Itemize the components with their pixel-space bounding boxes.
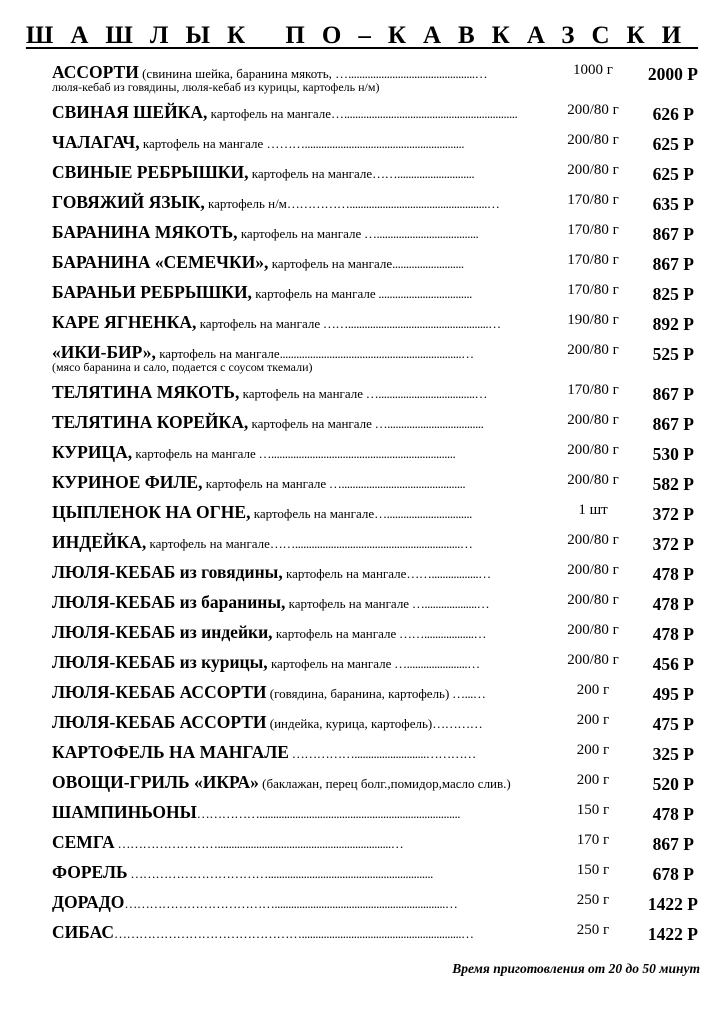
menu-item xyxy=(0,618,724,648)
menu-item xyxy=(0,438,724,468)
item-portion: 190/80 г xyxy=(567,312,619,328)
item-price: 867 Р xyxy=(652,414,694,434)
item-name: ОВОЩИ-ГРИЛЬ «ИКРА» xyxy=(52,772,259,792)
menu-item xyxy=(0,378,724,408)
item-name: ТЕЛЯТИНА КОРЕЙКА, xyxy=(52,412,249,432)
dot-leader: .......................... xyxy=(392,256,464,271)
item-description: картофель на мангале xyxy=(146,536,270,551)
item-description: картофель на мангале xyxy=(155,346,280,361)
item-portion: 150 г xyxy=(576,802,610,818)
item-portion: 170/80 г xyxy=(567,282,619,298)
item-name: ЛЮЛЯ-КЕБАБ из курицы, xyxy=(52,652,268,672)
item-price: 892 Р xyxy=(652,314,694,334)
item-description: картофель на мангале xyxy=(239,386,363,401)
menu-item xyxy=(0,158,724,188)
item-price: 867 Р xyxy=(652,384,694,404)
item-description: картофель на мангале xyxy=(202,476,327,491)
item-name-line xyxy=(52,281,544,305)
item-name: СВИНАЯ ШЕЙКА, xyxy=(52,102,208,122)
item-portion: 170 г xyxy=(576,832,610,848)
menu-item xyxy=(0,558,724,588)
item-name-line xyxy=(52,771,544,795)
item-price: 2000 Р xyxy=(647,64,698,84)
dot-leader: …............................................. xyxy=(326,476,466,491)
item-price: 867 Р xyxy=(652,254,694,274)
item-name-line xyxy=(52,471,544,495)
item-name: БАРАНИНА МЯКОТЬ, xyxy=(52,222,238,242)
dot-leader: ……………..................................................… xyxy=(286,196,500,211)
item-name: БАРАНИНА «СЕМЕЧКИ», xyxy=(52,252,269,272)
item-price: 1422 Р xyxy=(647,894,698,914)
item-description: картофель на мангале… xyxy=(207,106,345,121)
item-description: картофель на мангале xyxy=(272,626,397,641)
item-price: 582 Р xyxy=(652,474,694,494)
dot-leader: ………………………………………..........................................................… xyxy=(114,926,474,941)
item-portion: 200 г xyxy=(576,772,610,788)
item-price: 530 Р xyxy=(652,444,694,464)
dot-leader: ……............................ xyxy=(372,166,475,181)
item-portion: 1 шт xyxy=(578,502,608,518)
menu-item xyxy=(0,408,724,438)
item-description: картофель на мангале … xyxy=(139,136,280,151)
menu-item xyxy=(0,128,724,158)
item-portion: 170/80 г xyxy=(567,222,619,238)
menu-item xyxy=(0,888,724,918)
item-description: картофель на мангале xyxy=(196,316,321,331)
dot-leader: ……...................................................… xyxy=(320,316,501,331)
menu-item xyxy=(0,498,724,528)
menu-item xyxy=(0,468,724,498)
item-portion: 200/80 г xyxy=(567,562,619,578)
item-description: картофель на мангале xyxy=(268,256,393,271)
dot-leader: …................................... xyxy=(371,416,484,431)
item-name-line xyxy=(52,411,544,435)
dot-leader: ............................................................... xyxy=(344,106,518,121)
item-name: ТЕЛЯТИНА МЯКОТЬ, xyxy=(52,382,240,402)
dot-leader: ……………..........................………… xyxy=(288,746,476,761)
item-name-line xyxy=(52,311,544,335)
item-description: картофель на мангале xyxy=(267,656,392,671)
item-name-line xyxy=(52,101,544,125)
item-description: картофель на мангале xyxy=(132,446,256,461)
dot-leader: ……............................................................… xyxy=(269,536,473,551)
item-portion: 200/80 г xyxy=(567,472,619,488)
item-name: КАРТОФЕЛЬ НА МАНГАЛЕ xyxy=(52,742,289,762)
item-price: 626 Р xyxy=(652,104,694,124)
item-price: 478 Р xyxy=(652,804,694,824)
dot-leader: …….......................................................... xyxy=(279,136,464,151)
dot-leader: …............................... xyxy=(374,506,472,521)
menu-item xyxy=(0,828,724,858)
dot-leader: …................................................................... xyxy=(255,446,456,461)
menu-item xyxy=(0,678,724,708)
item-name: ЧАЛАГАЧ, xyxy=(52,132,140,152)
item-name-line xyxy=(52,381,544,405)
item-subdescription: люля-кебаб из говядины, люля-кебаб из курицы, картофель н/м) xyxy=(52,80,380,94)
item-portion: 200/80 г xyxy=(567,532,619,548)
item-name: КУРИНОЕ ФИЛЕ, xyxy=(52,472,203,492)
item-name-line xyxy=(52,741,544,765)
menu-item xyxy=(0,248,724,278)
item-portion: 200 г xyxy=(576,682,610,698)
item-portion: 200/80 г xyxy=(567,442,619,458)
item-portion: 200/80 г xyxy=(567,102,619,118)
item-name: ЦЫПЛЕНОК НА ОГНЕ, xyxy=(52,502,251,522)
item-name-line xyxy=(52,681,544,705)
item-portion: 200/80 г xyxy=(567,162,619,178)
dot-leader: …......................… xyxy=(391,656,480,671)
dot-leader: ……………………………............................................................ xyxy=(127,866,433,881)
item-price: 495 Р xyxy=(652,684,694,704)
item-portion: 200/80 г xyxy=(567,412,619,428)
item-description: (баклажан, перец болг.,помидор,масло слив.) xyxy=(258,776,511,791)
item-name: БАРАНЬИ РЕБРЫШКИ, xyxy=(52,282,252,302)
item-name: ИНДЕЙКА, xyxy=(52,532,147,552)
menu-item xyxy=(0,588,724,618)
item-portion: 200/80 г xyxy=(567,592,619,608)
item-subdescription: (мясо баранина и сало, подается с соусом ткемали) xyxy=(52,360,313,374)
menu-list xyxy=(0,58,724,948)
menu-item xyxy=(0,308,724,338)
item-portion: 200/80 г xyxy=(567,622,619,638)
item-price: 475 Р xyxy=(652,714,694,734)
item-description: (говядина, баранина, картофель) xyxy=(266,686,450,701)
dot-leader: …...................................… xyxy=(363,386,487,401)
item-name-line xyxy=(52,531,544,555)
menu-item xyxy=(0,218,724,248)
item-name: ЛЮЛЯ-КЕБАБ АССОРТИ xyxy=(52,682,267,702)
item-name: КУРИЦА, xyxy=(52,442,133,462)
menu-item xyxy=(0,188,724,218)
item-portion: 200/80 г xyxy=(567,652,619,668)
item-name-line xyxy=(52,501,544,525)
item-name-line xyxy=(52,221,544,245)
item-name-line xyxy=(52,861,544,885)
menu-item xyxy=(0,798,724,828)
menu-item xyxy=(0,528,724,558)
item-name-line xyxy=(52,921,544,945)
item-price: 478 Р xyxy=(652,624,694,644)
item-name-line xyxy=(52,831,544,855)
item-description: картофель на мангале xyxy=(248,166,373,181)
dot-leader: ……………......................................................................... xyxy=(196,806,461,821)
item-price: 625 Р xyxy=(652,164,694,184)
item-name: ЛЮЛЯ-КЕБАБ АССОРТИ xyxy=(52,712,267,732)
item-name: СЕМГА xyxy=(52,832,115,852)
item-name: АССОРТИ xyxy=(52,62,139,82)
item-portion: 170/80 г xyxy=(567,252,619,268)
item-price: 867 Р xyxy=(652,834,694,854)
menu-item xyxy=(0,338,724,378)
item-price: 478 Р xyxy=(652,564,694,584)
dot-leader: …...… xyxy=(449,686,486,701)
item-name-line xyxy=(52,561,544,585)
item-name-line xyxy=(52,891,544,915)
item-portion: 250 г xyxy=(576,922,610,938)
item-price: 867 Р xyxy=(652,224,694,244)
item-name-line xyxy=(52,801,544,825)
item-name-line xyxy=(52,441,544,465)
item-price: 372 Р xyxy=(652,534,694,554)
item-portion: 200 г xyxy=(576,742,610,758)
item-price: 625 Р xyxy=(652,134,694,154)
dot-leader: …...................… xyxy=(409,596,490,611)
item-price: 1422 Р xyxy=(647,924,698,944)
item-portion: 1000 г xyxy=(573,62,613,78)
item-name: СВИНЫЕ РЕБРЫШКИ, xyxy=(52,162,249,182)
item-portion: 200/80 г xyxy=(567,342,619,358)
item-name-line xyxy=(52,651,544,675)
dot-leader: ……………………...............................................................… xyxy=(114,836,404,851)
item-description: картофель на мангале xyxy=(282,566,407,581)
item-name-line xyxy=(52,621,544,645)
menu-item xyxy=(0,858,724,888)
item-description: картофель на мангале xyxy=(251,286,376,301)
item-description: картофель н/м xyxy=(204,196,287,211)
dot-leader: ..............................................… xyxy=(348,66,488,81)
dot-leader: …….................… xyxy=(406,566,491,581)
item-portion: 170/80 г xyxy=(567,192,619,208)
item-name: «ИКИ-БИР», xyxy=(52,342,156,362)
menu-item xyxy=(0,278,724,308)
dot-leader: ……..................… xyxy=(396,626,486,641)
menu-item xyxy=(0,708,724,738)
item-description: картофель на мангале xyxy=(248,416,372,431)
dot-leader: .................................. xyxy=(375,286,472,301)
item-price: 825 Р xyxy=(652,284,694,304)
menu-item xyxy=(0,98,724,128)
item-name-line xyxy=(52,711,544,735)
item-name: ГОВЯЖИЙ ЯЗЫК, xyxy=(52,192,205,212)
item-price: 372 Р xyxy=(652,504,694,524)
item-name: КАРЕ ЯГНЕНКА, xyxy=(52,312,197,332)
item-price: 678 Р xyxy=(652,864,694,884)
item-name: ЛЮЛЯ-КЕБАБ из баранины, xyxy=(52,592,286,612)
menu-item xyxy=(0,58,724,98)
dot-leader: …..................................... xyxy=(361,226,479,241)
item-name-line xyxy=(52,131,544,155)
item-portion: 200 г xyxy=(576,712,610,728)
item-price: 520 Р xyxy=(652,774,694,794)
menu-item xyxy=(0,918,724,948)
item-price: 478 Р xyxy=(652,594,694,614)
dot-leader: ………… xyxy=(432,716,483,731)
item-name: СИБАС xyxy=(52,922,114,942)
item-name-line xyxy=(52,191,544,215)
item-description: картофель на мангале xyxy=(237,226,362,241)
item-name-line xyxy=(52,591,544,615)
item-name: ФОРЕЛЬ xyxy=(52,862,128,882)
menu-item xyxy=(0,738,724,768)
item-price: 456 Р xyxy=(652,654,694,674)
item-price: 635 Р xyxy=(652,194,694,214)
item-description: (свинина шейка, баранина мякоть, … xyxy=(138,66,349,81)
item-description: (индейка, курица, картофель) xyxy=(266,716,433,731)
item-name-line xyxy=(52,161,544,185)
menu-title: ШАШЛЫК ПО–КАВКАЗСКИ xyxy=(25,22,699,49)
item-portion: 250 г xyxy=(576,892,610,908)
dot-leader: ………………………………..............................................................… xyxy=(124,896,458,911)
menu-item xyxy=(0,768,724,798)
item-name: ЛЮЛЯ-КЕБАБ из говядины, xyxy=(52,562,283,582)
menu-item xyxy=(0,648,724,678)
item-portion: 170/80 г xyxy=(567,382,619,398)
item-name: ДОРАДО xyxy=(52,892,125,912)
item-name: ШАМПИНЬОНЫ xyxy=(52,802,197,822)
item-portion: 150 г xyxy=(576,862,610,878)
item-price: 325 Р xyxy=(652,744,694,764)
item-price: 525 Р xyxy=(652,344,694,364)
item-name: ЛЮЛЯ-КЕБАБ из индейки, xyxy=(52,622,273,642)
item-description: картофель на мангале xyxy=(250,506,375,521)
dot-leader: ..................................................................… xyxy=(279,346,474,361)
item-name-line xyxy=(52,251,544,275)
item-portion: 200/80 г xyxy=(567,132,619,148)
cooking-time-note: Время приготовления от 20 до 50 минут xyxy=(452,961,700,976)
item-description: картофель на мангале xyxy=(285,596,410,611)
